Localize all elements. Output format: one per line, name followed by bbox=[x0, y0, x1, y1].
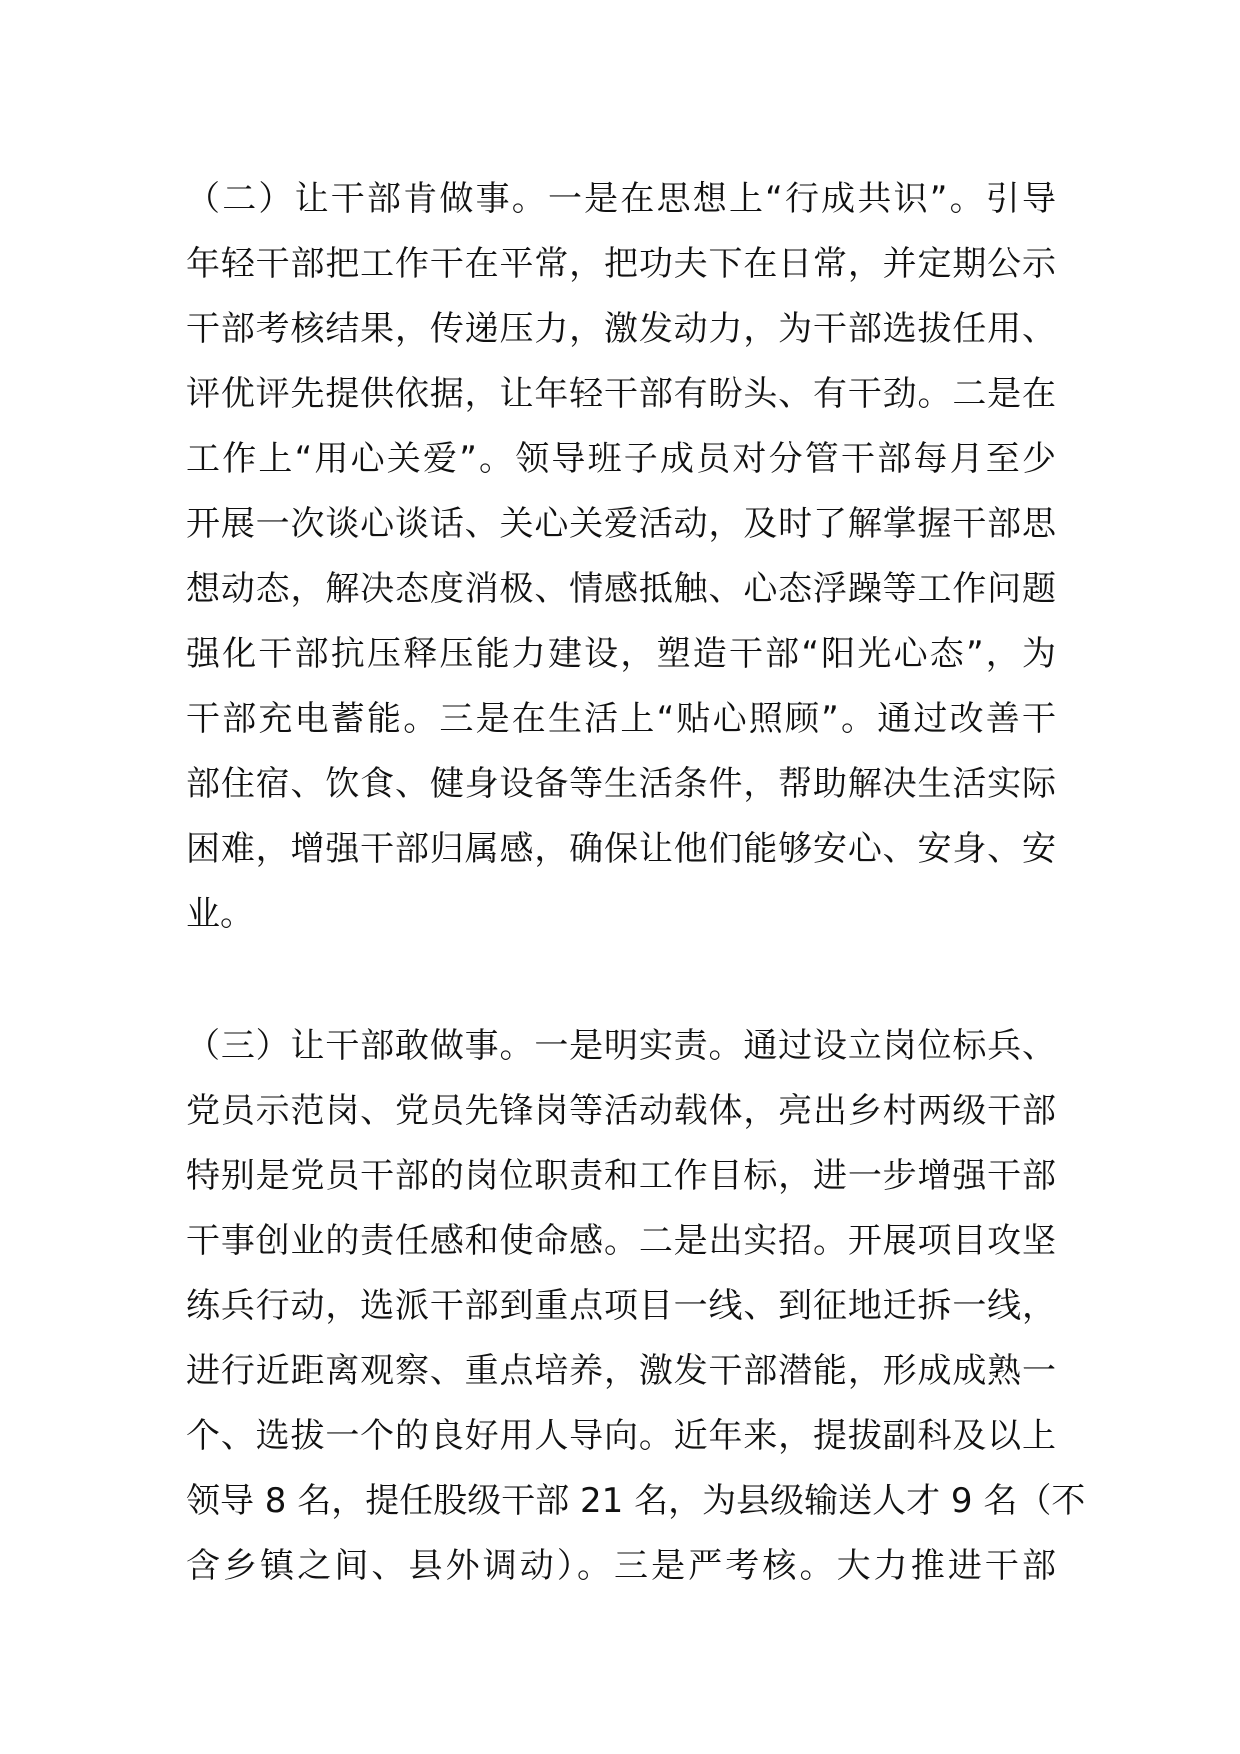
text-line: 开展一次谈心谈话、关心关爱活动，及时了解掌握干部思 bbox=[186, 504, 1056, 544]
paragraph-section-3 bbox=[186, 1014, 1086, 1599]
text-line: 个、选拔一个的良好用人导向。近年来，提拔副科及以上 bbox=[186, 1416, 1056, 1456]
text-line: （二）让干部肯做事。一是在思想上“行成共识”。引导 bbox=[186, 179, 1056, 219]
text-line: 业。 bbox=[186, 894, 254, 934]
text-line: （三）让干部敢做事。一是明实责。通过设立岗位标兵、 bbox=[186, 1026, 1056, 1066]
text-line: 党员示范岗、党员先锋岗等活动载体，亮出乡村两级干部 bbox=[186, 1091, 1056, 1131]
text-line: 练兵行动，选派干部到重点项目一线、到征地迁拆一线， bbox=[186, 1286, 1056, 1326]
paragraph-section-2 bbox=[186, 167, 1056, 947]
text-line: 干部充电蓄能。三是在生活上“贴心照顾”。通过改善干 bbox=[186, 699, 1056, 739]
text-line: 含乡镇之间、县外调动）。三是严考核。大力推进干部 bbox=[186, 1546, 1056, 1586]
text-line: 强化干部抗压释压能力建设，塑造干部“阳光心态”，为 bbox=[186, 634, 1056, 674]
text-line: 评优评先提供依据，让年轻干部有盼头、有干劲。二是在 bbox=[186, 374, 1056, 414]
text-line: 干事创业的责任感和使命感。二是出实招。开展项目攻坚 bbox=[186, 1221, 1056, 1261]
text-line: 年轻干部把工作干在平常，把功夫下在日常，并定期公示 bbox=[186, 244, 1056, 284]
text-line: 工作上“用心关爱”。领导班子成员对分管干部每月至少 bbox=[186, 439, 1056, 479]
text-line: 想动态，解决态度消极、情感抵触、心态浮躁等工作问题 bbox=[186, 569, 1056, 609]
text-line: 进行近距离观察、重点培养，激发干部潜能，形成成熟一 bbox=[186, 1351, 1056, 1391]
text-line: 特别是党员干部的岗位职责和工作目标，进一步增强干部 bbox=[186, 1156, 1056, 1196]
text-line: 领导 8 名，提任股级干部 21 名，为县级输送人才 9 名（不 bbox=[186, 1481, 1086, 1521]
text-line: 干部考核结果，传递压力，激发动力，为干部选拔任用、 bbox=[186, 309, 1056, 349]
text-line: 部住宿、饮食、健身设备等生活条件，帮助解决生活实际 bbox=[186, 764, 1056, 804]
text-line: 困难，增强干部归属感，确保让他们能够安心、安身、安 bbox=[186, 829, 1056, 869]
